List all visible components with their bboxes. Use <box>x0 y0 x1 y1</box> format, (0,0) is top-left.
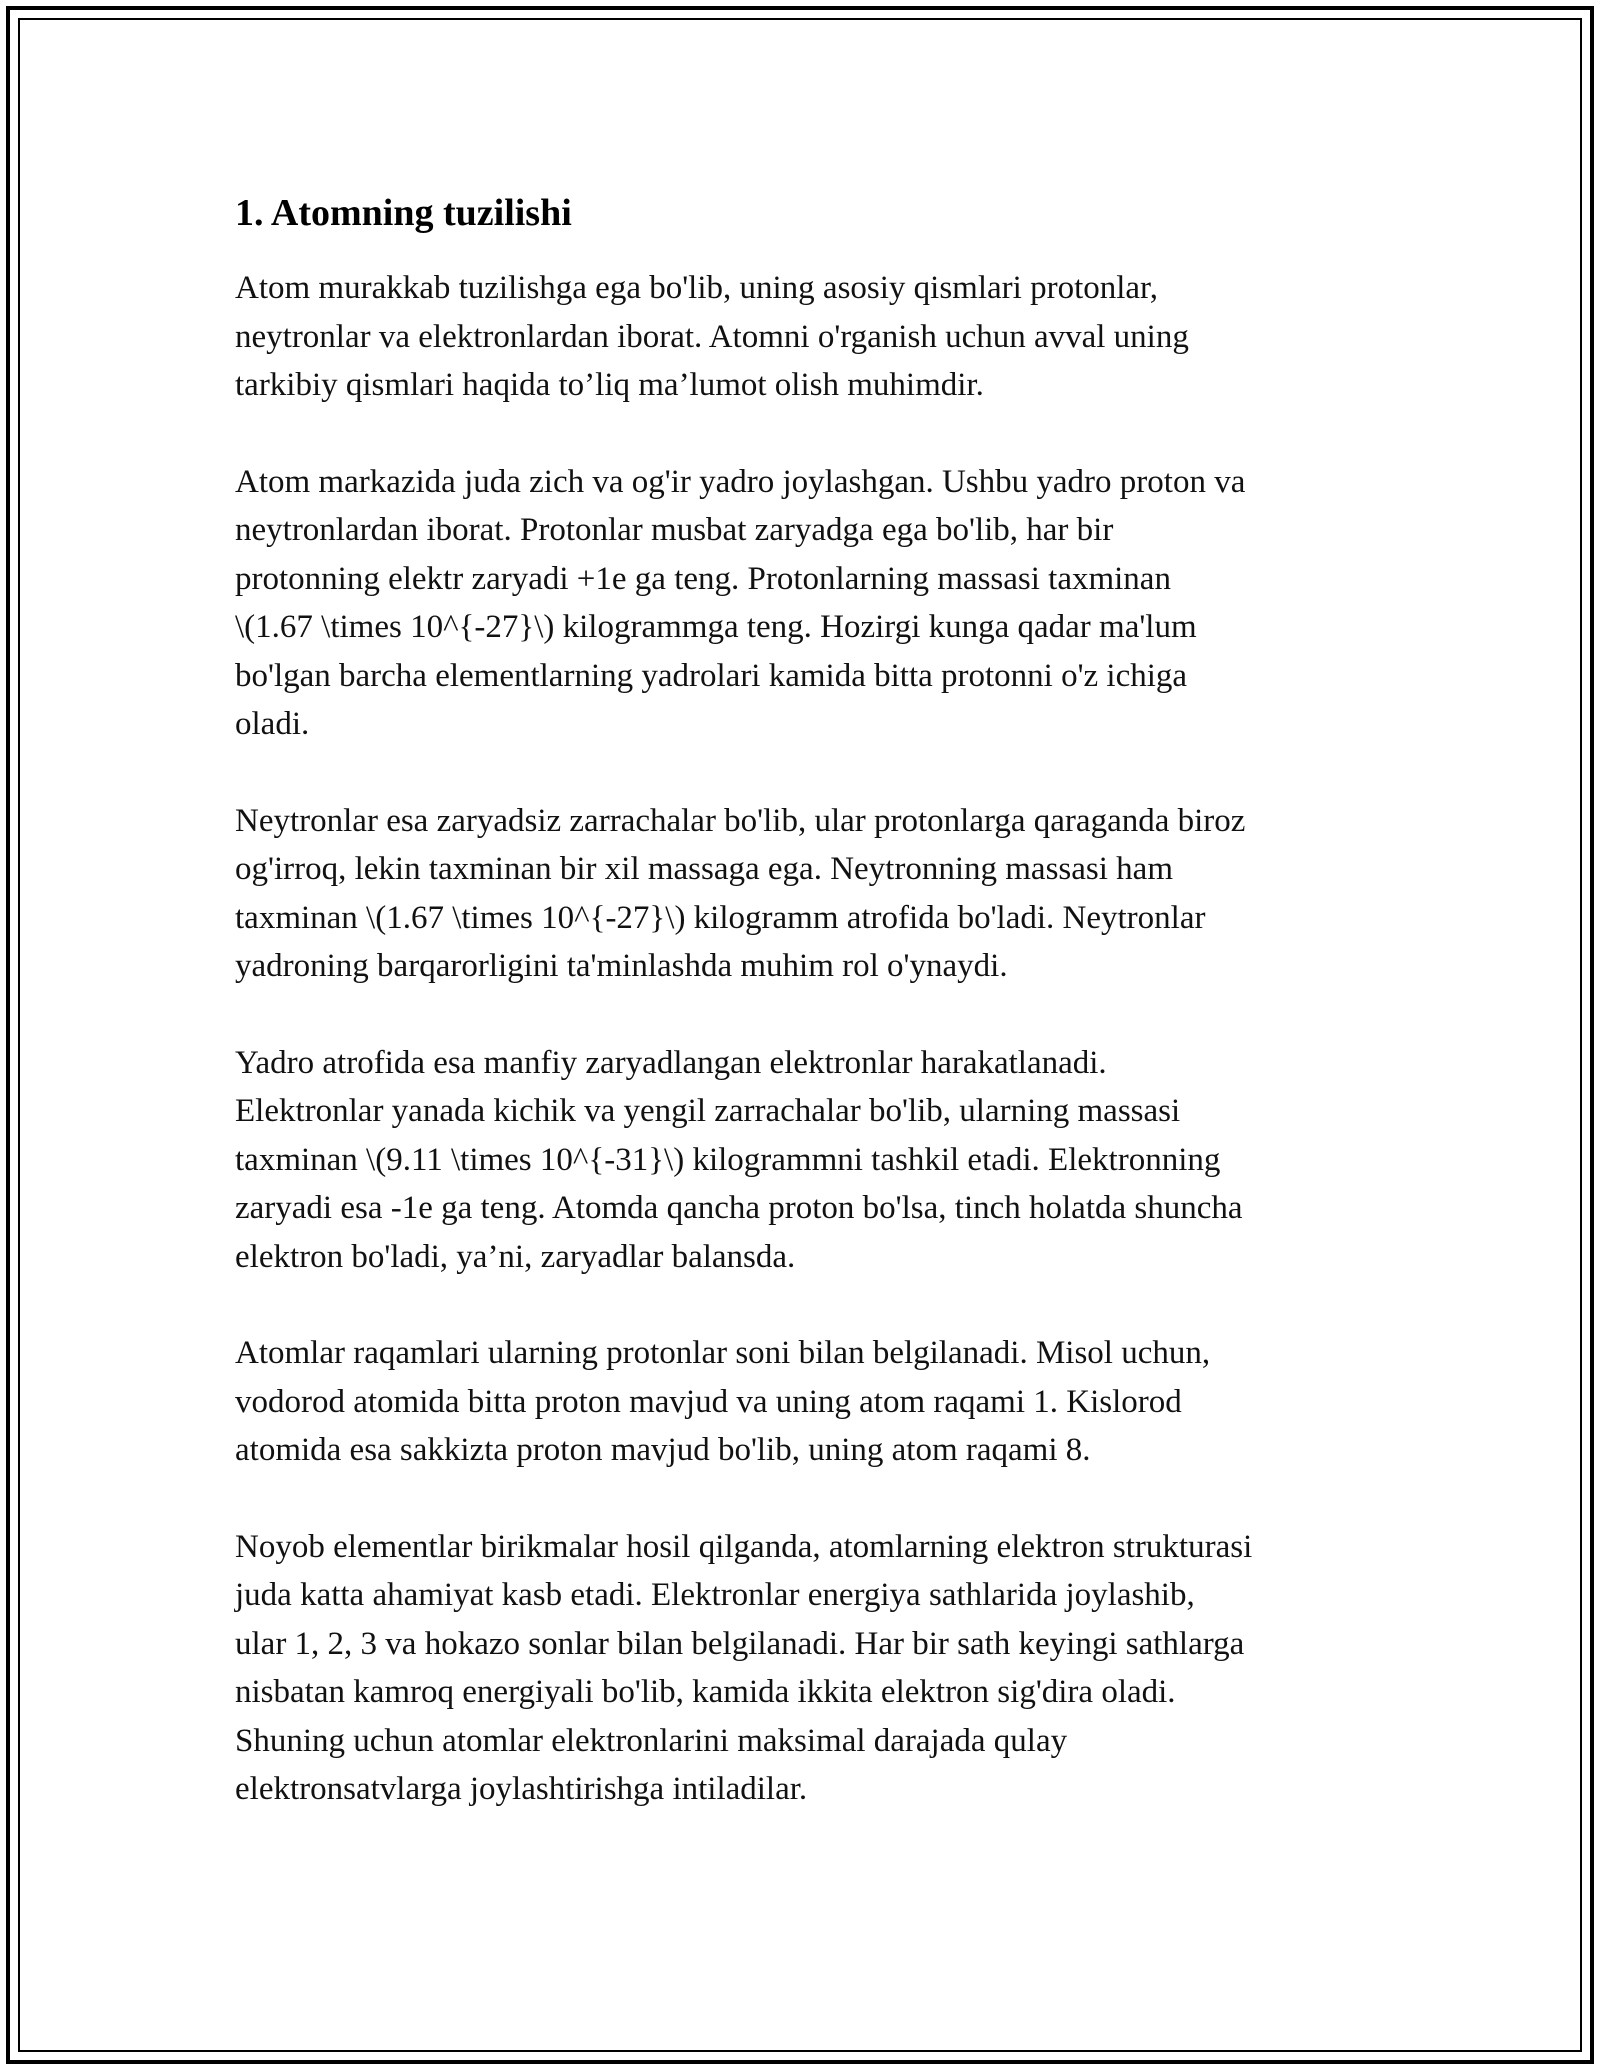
section-heading: 1. Atomning tuzilishi <box>235 192 572 234</box>
paragraph-electrons: Yadro atrofida esa manfiy zaryadlangan elektronlar harakatlanadi. Elektronlar yanada kichik va yengil zarrachalar bo'lib, ularning massasi taxminan \(9.11 \times 10^{-31}\) kilogrammni tashkil etadi. Elektronning zaryadi esa -1e ga teng. Atomda qancha proton bo'lsa, tinch holatda shuncha elektron bo'ladi, ya’ni, zaryadlar balansda. <box>235 1044 1243 1275</box>
paragraph-nucleus-protons: Atom markazida juda zich va og'ir yadro joylashgan. Ushbu yadro proton va neytronlardan iborat. Protonlar musbat zaryadga ega bo'lib, har bir protonning elektr zaryadi +1e ga teng. Protonlarning massasi taxminan \(1.67 \times 10^{-27}\) kilogrammga teng. Hozirgi kunga qadar ma'lum bo'lgan barcha elementlarning yadrolari kamida bitta protonni o'z ichiga oladi. <box>235 463 1246 742</box>
paragraph-atomic-number: Atomlar raqamlari ularning protonlar soni bilan belgilanadi. Misol uchun, vodorod atomida bitta proton mavjud va uning atom raqami 1. Kislorod atomida esa sakkizta proton mavjud bo'lib, uning atom raqami 8. <box>235 1335 1211 1468</box>
paragraph-neutrons: Neytronlar esa zaryadsiz zarrachalar bo'lib, ular protonlarga qaraganda biroz og'irroq, lekin taxminan bir xil massaga ega. Neytronning massasi ham taxminan \(1.67 \times 10^{-27}\) kilogramm atrofida bo'ladi. Neytronlar yadroning barqarorligini ta'minlashda muhim rol o'ynaydi. <box>235 802 1246 984</box>
document-body <box>235 190 1375 1862</box>
paragraph-energy-levels: Noyob elementlar birikmalar hosil qilganda, atomlarning elektron strukturasi juda katta ahamiyat kasb etadi. Elektronlar energiya sathlarida joylashib, ular 1, 2, 3 va hokazo sonlar bilan belgilanadi. Har bir sath keyingi sathlarga nisbatan kamroq energiyali bo'lib, kamida ikkita elektron sig'dira oladi. Shuning uchun atomlar elektronlarini maksimal darajada qulay elektronsatvlarga joylashtirishga intiladilar. <box>235 1528 1253 1807</box>
paragraph-atom-structure: Atom murakkab tuzilishga ega bo'lib, uning asosiy qismlari protonlar, neytronlar va elektronlardan iborat. Atomni o'rganish uchun avval uning tarkibiy qismlari haqida to’liq ma’lumot olish muhimdir. <box>235 270 1189 403</box>
